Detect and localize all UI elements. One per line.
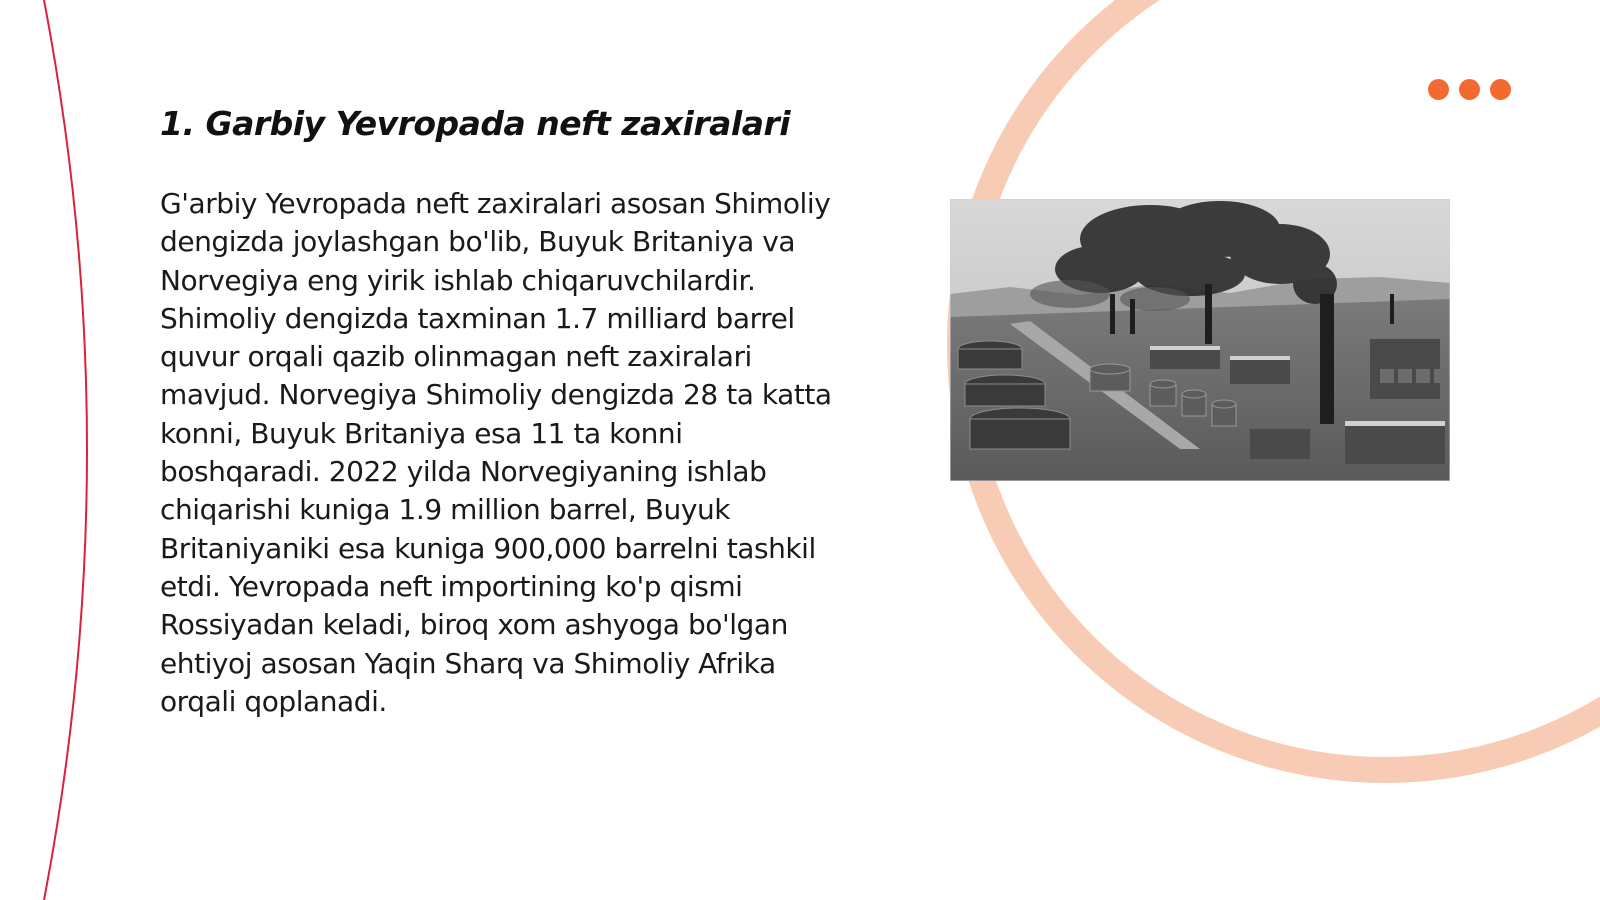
decorative-left-curve xyxy=(44,0,87,900)
oil-refinery-photo xyxy=(950,199,1450,481)
dot-icon xyxy=(1459,79,1480,100)
three-dots-icon xyxy=(1428,79,1511,100)
dot-icon xyxy=(1428,79,1449,100)
slide-title: 1. Garbiy Yevropada neft zaxiralari xyxy=(160,104,791,143)
slide-body-text: G'arbiy Yevropada neft zaxiralari asosan Shimoliy dengizda joylashgan bo'lib, Buyuk Britaniya va Norvegiya eng yirik ishlab chiqaruvchilardir. Shimoliy dengizda taxminan 1.7 milliard barrel quvur orqali qazib olinmagan neft zaxiralari mavjud. Norvegiya Shimoliy dengizda 28 ta katta konni, Buyuk Britaniya esa 11 ta konni boshqaradi. 2022 yilda Norvegiyaning ishlab chiqarishi kuniga 1.9 million barrel, Buyuk Britaniyaniki esa kuniga 900,000 barrelni tashkil etdi. Yevropada neft importining ko'p qismi Rossiyadan keladi, biroq xom ashyoga bo'lgan ehtiyoj asosan Yaqin Sharq va Shimoliy Afrika orqali qoplanadi. xyxy=(160,187,832,718)
dot-icon xyxy=(1490,79,1511,100)
refinery-illustration xyxy=(950,199,1450,481)
